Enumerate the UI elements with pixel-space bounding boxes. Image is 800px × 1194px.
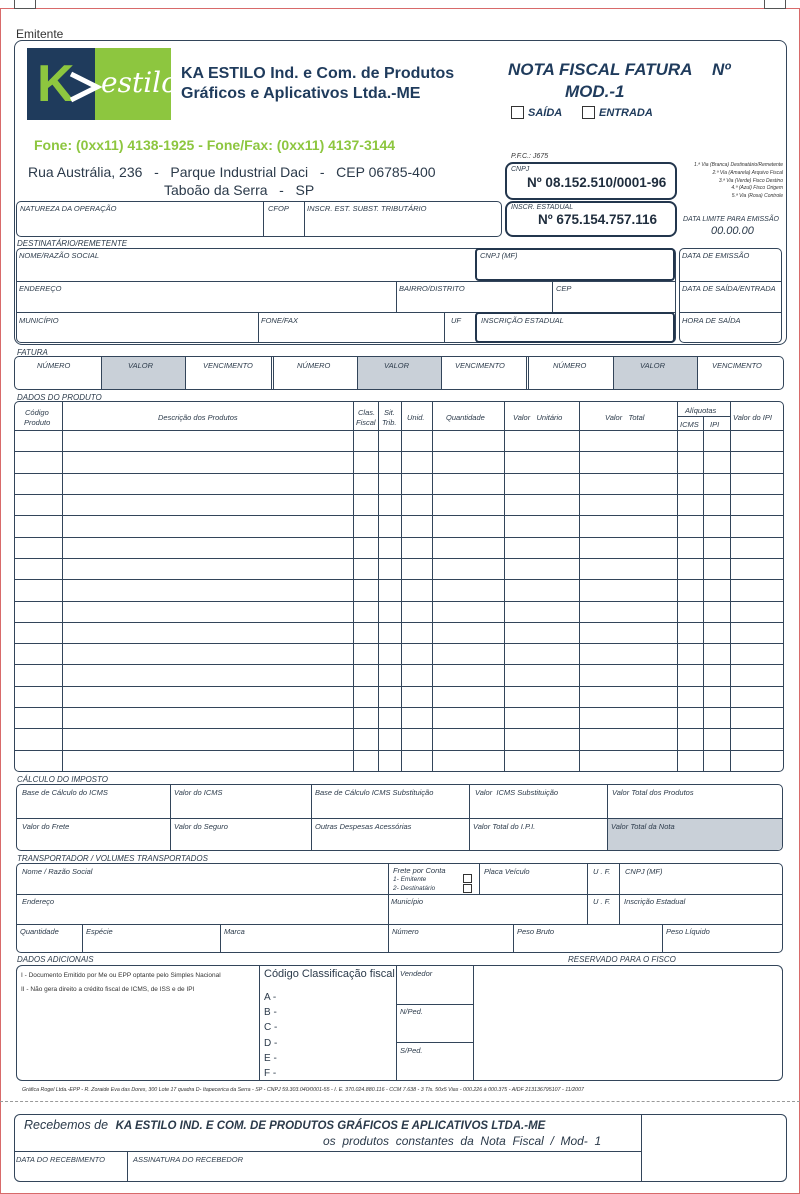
produtos-box (14, 401, 784, 772)
fatura-numero-3: NÚMERO (553, 361, 587, 370)
adicionais-box (16, 965, 783, 1081)
dest-cep-label: CEP (556, 284, 572, 293)
dest-vline-3 (258, 312, 259, 343)
fatura-vline-3 (271, 356, 272, 390)
placa-label: Placa Veículo (484, 867, 530, 876)
transp-nome-label: Nome / Razão Social (22, 867, 93, 876)
hora-saida-label: HORA DE SAÍDA (682, 316, 741, 325)
peso-liquido-label: Peso Líquido (666, 927, 710, 936)
col-unid: Unid. (407, 413, 425, 422)
dest-nome-label: NOME/RAZÃO SOCIAL (19, 251, 100, 260)
dest-cnpj-label: CNPJ (MF) (480, 251, 518, 260)
transp-vline-1 (388, 863, 389, 924)
company-phone: Fone: (0xx11) 4138-1925 - Fone/Fax: (0xx11) 4137-3144 (34, 137, 396, 153)
col-codigo-l2: Produto (24, 418, 51, 427)
imposto-vline-2 (311, 784, 312, 851)
product-col-line (730, 401, 731, 771)
fatura-vline-9 (613, 356, 614, 390)
fatura-vline-8 (528, 356, 529, 390)
outras-label: Outras Despesas Acessórias (315, 822, 412, 831)
fatura-vline-1 (101, 356, 102, 390)
grafica-info: Gráfica Rogel Ltda.-EPP - R. Zoraide Eva das Dores, 300 Lote 17 quadra D- Itapecerica da Serra - SP - CNPJ 59.303.040/0001-55 - I. E. 370.024.880.116 - CCM 7.638 - 3 Tls. 50x5 Vias - 000.226 à 000.375 - AIDF 213136795107 - 11/2007 (22, 1087, 584, 1093)
doc-numero-label: Nº (712, 60, 731, 79)
cut-line (0, 1101, 800, 1102)
product-row-line (14, 558, 784, 559)
dest-vline-1 (396, 281, 397, 312)
company-logo (27, 48, 178, 120)
dest-bairro-label: BAIRRO/DISTRITO (399, 284, 465, 293)
produtos-section-label: DADOS DO PRODUTO (17, 393, 102, 402)
imposto-vline-3 (469, 784, 470, 851)
valor-subst-label: Valor ICMS Substituição (475, 788, 559, 797)
ie-label: INSCR. ESTADUAL (511, 204, 574, 211)
data-limite-label: DATA LIMITE PARA EMISSÃO (683, 216, 779, 223)
total-nota-label: Valor Total da Nota (611, 822, 675, 831)
natureza-divider-2 (304, 201, 305, 237)
dates-hline-1 (679, 281, 782, 282)
fatura-vline-10 (697, 356, 698, 390)
imposto-vline-1 (170, 784, 171, 851)
adicionais-section-label: DADOS ADICIONAIS (17, 955, 94, 964)
assinatura-label: ASSINATURA DO RECEBEDOR (133, 1155, 244, 1164)
product-row-line (14, 537, 784, 538)
classif-d: D - (264, 1037, 278, 1049)
transp-uf-label-1: U . F. (593, 867, 611, 876)
imposto-section-label: CÁLCULO DO IMPOSTO (17, 775, 108, 784)
transp-hline-2 (16, 924, 783, 925)
entrada-label: ENTRADA (599, 107, 653, 119)
product-col-line (401, 401, 402, 771)
transp-vline-2 (479, 863, 480, 894)
fatura-vencimento-3: VENCIMENTO (712, 361, 762, 370)
logo-k: K (37, 55, 75, 113)
fatura-vline-7 (526, 356, 527, 390)
transp-especie-label: Espécie (86, 927, 113, 936)
transp-hline-1 (16, 894, 783, 895)
frete-emitente-label: 1- Emitente (393, 876, 427, 883)
transp-uf-label-2: U . F. (593, 897, 611, 906)
fatura-numero-1: NÚMERO (37, 361, 71, 370)
dest-uf-label: UF (451, 316, 461, 325)
peso-bruto-label: Peso Bruto (517, 927, 555, 936)
dest-section-label: DESTINATÁRIO/REMETENTE (17, 239, 128, 248)
product-row-line (14, 643, 784, 644)
cnpj-label: CNPJ (511, 166, 530, 173)
reservado-fisco-label: RESERVADO PARA O FISCO (568, 955, 676, 964)
transp-vline-7 (388, 924, 389, 953)
seguro-label: Valor do Seguro (174, 822, 228, 831)
transp-vline-3 (587, 863, 588, 924)
transp-vline-9 (662, 924, 663, 953)
col-codigo-l1: Código (25, 408, 49, 417)
transp-quantidade-label: Quantidade (20, 927, 59, 936)
fatura-valor-3: VALOR (640, 361, 666, 370)
recibo-recebemos (24, 1118, 545, 1132)
data-saida-label: DATA DE SAÍDA/ENTRADA (682, 284, 776, 293)
recebemos-label: Recebemos de (24, 1118, 109, 1132)
product-row-line (14, 473, 784, 474)
data-emissao-label: DATA DE EMISSÃO (682, 251, 750, 260)
product-row-line (14, 750, 784, 751)
product-col-line (378, 401, 379, 771)
fatura-valor-2: VALOR (384, 361, 410, 370)
adicionais-hline-2 (396, 1042, 473, 1043)
product-row-line (14, 686, 784, 687)
frete-destinatario-label: 2- Destinatário (393, 885, 436, 892)
fatura-numero-2: NÚMERO (297, 361, 331, 370)
dest-vline-4 (444, 312, 445, 343)
recibo-vline-2 (127, 1151, 128, 1182)
frete-label: Valor do Frete (22, 822, 70, 831)
transp-vline-8 (513, 924, 514, 953)
transp-numero-label: Número (392, 927, 419, 936)
product-row-line (14, 601, 784, 602)
saida-label: SAÍDA (528, 107, 563, 119)
imposto-vline-4 (607, 784, 608, 851)
total-produtos-label: Valor Total dos Produtos (612, 788, 694, 797)
transp-endereco-label: Endereço (22, 897, 55, 906)
fatura-vline-4 (273, 356, 274, 390)
col-valor-total: Valor Total (605, 413, 645, 422)
classif-e: E - (264, 1052, 277, 1064)
company-name-line2: Gráficos e Aplicativos Ltda.-ME (181, 85, 421, 102)
product-col-line (579, 401, 580, 771)
product-col-line (703, 416, 704, 771)
classif-f: F - (264, 1068, 277, 1080)
fatura-vencimento-1: VENCIMENTO (203, 361, 253, 370)
company-name-line1: KA ESTILO Ind. e Com. de Produtos (181, 65, 455, 82)
product-row-line (14, 622, 784, 623)
col-quantidade: Quantidade (446, 413, 485, 422)
classif-title: Código Classificação fiscal (264, 968, 395, 980)
dest-ie-label: INSCRIÇÃO ESTADUAL (481, 316, 564, 325)
col-icms: ICMS (680, 420, 699, 429)
product-row-line (14, 515, 784, 516)
product-row-line (14, 451, 784, 452)
classif-c: C - (264, 1022, 278, 1034)
fatura-valor-1: VALOR (128, 361, 154, 370)
col-descricao: Descrição dos Produtos (158, 413, 238, 422)
valor-icms-label: Valor do ICMS (174, 788, 223, 797)
dest-fone-label: FONE/FAX (261, 316, 298, 325)
recibo-vline-1 (641, 1114, 642, 1182)
adicionais-vline-2 (396, 965, 397, 1081)
fatura-vline-2 (185, 356, 186, 390)
fatura-section-label: FATURA (17, 348, 48, 357)
dest-endereco-label: ENDEREÇO (19, 284, 62, 293)
product-row-line (14, 664, 784, 665)
pfc-label: P.F.C.: J675 (511, 153, 549, 160)
product-col-line (504, 401, 505, 771)
cnpj-value: Nº 08.152.510/0001-96 (527, 175, 667, 190)
saida-checkbox[interactable] (511, 106, 524, 119)
aliquotas-divider (677, 416, 730, 417)
via-4: 4.ª (Azul) Fisco Origem (731, 185, 783, 192)
company-address-line2: Taboão da Serra - SP (164, 182, 315, 198)
base-icms-label: Base de Cálculo do ICMS (22, 788, 108, 797)
product-row-line (14, 707, 784, 708)
transp-vline-4 (619, 863, 620, 924)
recibo-linha2: os produtos constantes da Nota Fiscal / Mod- 1 (323, 1134, 602, 1148)
transp-section-label: TRANSPORTADOR / VOLUMES TRANSPORTADOS (17, 854, 208, 863)
col-sit-l1: Sit. (384, 408, 395, 417)
adicionais-linha2: II - Não gera direito a crédito fiscal de ICMS, de ISS e de IPI (21, 986, 195, 993)
dest-municipio-label: MUNICÍPIO (19, 316, 59, 325)
via-3: 3.ª Via (Verde) Fisco Destino (718, 177, 783, 184)
classif-b: B - (264, 1007, 277, 1019)
emitente-label: Emitente (16, 27, 64, 41)
transp-cnpj-label: CNPJ (MF) (625, 867, 663, 876)
total-ipi-label: Valor Total do I.P.I. (473, 822, 536, 831)
via-1: 1.ª Via (Branca) Destinatário/Remetente (693, 162, 783, 168)
adicionais-hline-1 (396, 1004, 473, 1005)
dest-vline-2 (552, 281, 553, 312)
adicionais-vline-1 (259, 965, 260, 1081)
classif-list (264, 990, 277, 1081)
product-row-line (14, 494, 784, 495)
natureza-label: NATUREZA DA OPERAÇÃO (20, 204, 117, 213)
ie-value: Nº 675.154.757.116 (538, 212, 658, 227)
product-col-line (432, 401, 433, 771)
adicionais-linha1: I - Documento Emitido por Me ou EPP optante pelo Simples Nacional (21, 972, 221, 979)
fatura-vline-6 (441, 356, 442, 390)
product-col-line (62, 401, 63, 771)
col-valor-unitario: Valor Unitário (513, 413, 563, 422)
product-row-line (14, 579, 784, 580)
natureza-divider-1 (263, 201, 264, 237)
col-clas-l2: Fiscal (356, 418, 376, 427)
sped-label: S/Ped. (400, 1046, 423, 1055)
doc-title-line2: MOD.-1 (565, 82, 625, 101)
dates-box (679, 248, 782, 343)
produtos-header-line (14, 430, 784, 431)
product-col-line (353, 401, 354, 771)
nped-label: N/Ped. (400, 1007, 423, 1016)
transp-vline-5 (82, 924, 83, 953)
col-sit-l2: Trib. (382, 418, 397, 427)
doc-title-line1: NOTA FISCAL FATURA (508, 60, 693, 79)
frete-destinatario-checkbox[interactable] (463, 884, 472, 893)
cfop-label: CFOP (268, 204, 289, 213)
dates-hline-2 (679, 312, 782, 313)
col-valor-ipi: Valor do IPI (733, 413, 772, 422)
data-recebimento-label: DATA DO RECEBIMENTO (16, 1155, 105, 1164)
classif-a: A - (264, 992, 277, 1003)
fatura-vencimento-2: VENCIMENTO (455, 361, 505, 370)
base-subst-label: Base de Cálculo ICMS Substituição (315, 788, 434, 797)
imposto-hline (16, 818, 783, 819)
product-row-line (14, 728, 784, 729)
vias-list (679, 162, 787, 201)
transp-vline-6 (220, 924, 221, 953)
corner-mark-right (764, 0, 786, 9)
col-ipi: IPI (710, 420, 720, 429)
via-5: 5.ª Via (Rosa) Controle (731, 193, 783, 200)
transp-ie-label: Inscrição Estadual (624, 897, 686, 906)
frete-conta-label: Frete por Conta (393, 866, 446, 875)
transp-municipio-label: Município (391, 897, 424, 906)
col-aliquotas: Alíquotas (685, 406, 717, 415)
company-address-line1: Rua Austrália, 236 - Parque Industrial Daci - CEP 06785-400 (28, 164, 436, 180)
logo-word: estilo (101, 66, 178, 99)
corner-mark-left (14, 0, 36, 9)
col-clas-l1: Clas. (358, 408, 376, 417)
inscr-subst-label: INSCR. EST. SUBST. TRIBUTÁRIO (307, 204, 427, 213)
vendedor-label: Vendedor (400, 969, 433, 978)
product-col-line (677, 401, 678, 771)
recibo-empresa: KA ESTILO IND. E COM. DE PRODUTOS GRÁFICOS E APLICATIVOS LTDA.-ME (115, 1120, 546, 1132)
adicionais-vline-3 (473, 965, 474, 1081)
transp-marca-label: Marca (224, 927, 245, 936)
frete-emitente-checkbox[interactable] (463, 874, 472, 883)
fatura-vline-5 (357, 356, 358, 390)
data-limite-value: 00.00.00 (711, 225, 754, 237)
entrada-checkbox[interactable] (582, 106, 595, 119)
dest-hline-1 (16, 281, 676, 282)
recibo-hline (14, 1151, 641, 1152)
via-2: 2.ª Via (Amarela) Arquivo Fiscal (712, 169, 783, 176)
